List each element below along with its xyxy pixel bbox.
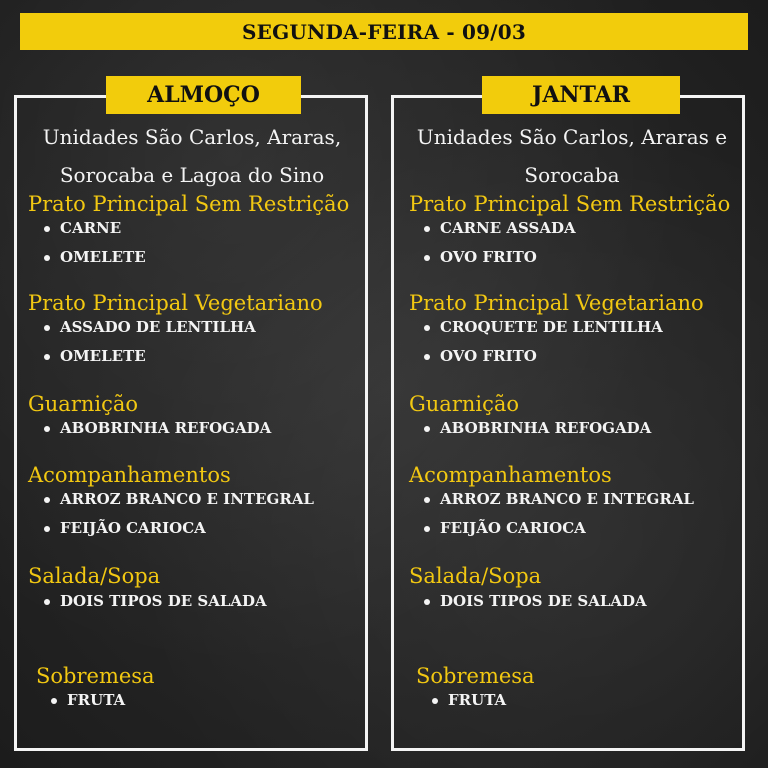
lunch-section-title: Acompanhamentos bbox=[28, 463, 231, 487]
lunch-section-title: Salada/Sopa bbox=[28, 564, 161, 588]
bullet-icon bbox=[424, 255, 430, 261]
bullet-icon bbox=[44, 526, 50, 532]
dinner-menu-item: OVO FRITO bbox=[440, 248, 537, 266]
lunch-menu-item: ASSADO DE LENTILHA bbox=[60, 318, 256, 336]
bullet-icon bbox=[44, 497, 50, 503]
bullet-icon bbox=[424, 497, 430, 503]
lunch-units-line-2: Sorocaba e Lagoa do Sino bbox=[59, 163, 325, 187]
lunch-menu-item: ARROZ BRANCO E INTEGRAL bbox=[60, 490, 314, 508]
bullet-icon bbox=[424, 426, 430, 432]
date-header-banner bbox=[20, 13, 748, 50]
bullet-icon bbox=[44, 325, 50, 331]
lunch-section-title: Prato Principal Sem Restrição bbox=[28, 192, 350, 216]
lunch-section-title: Prato Principal Vegetariano bbox=[28, 291, 323, 315]
date-header-text: SEGUNDA-FEIRA - 09/03 bbox=[242, 19, 526, 44]
bullet-icon bbox=[44, 599, 50, 605]
dinner-section-title: Salada/Sopa bbox=[409, 564, 542, 588]
bullet-icon bbox=[44, 255, 50, 261]
lunch-tab bbox=[106, 76, 301, 114]
dinner-units-line-2: Sorocaba bbox=[524, 163, 620, 187]
dinner-menu-item: OVO FRITO bbox=[440, 347, 537, 365]
lunch-menu-item: DOIS TIPOS DE SALADA bbox=[60, 592, 267, 610]
dinner-menu-item: ABOBRINHA REFOGADA bbox=[440, 419, 652, 437]
dinner-menu-item: CROQUETE DE LENTILHA bbox=[440, 318, 663, 336]
lunch-menu-item: CARNE bbox=[60, 219, 122, 237]
lunch-menu-item: ABOBRINHA REFOGADA bbox=[60, 419, 272, 437]
dinner-menu-item: CARNE ASSADA bbox=[440, 219, 576, 237]
lunch-section-title: Sobremesa bbox=[36, 664, 155, 688]
dinner-units-line-1: Unidades São Carlos, Araras e bbox=[416, 125, 728, 149]
bullet-icon bbox=[424, 599, 430, 605]
lunch-menu-item: OMELETE bbox=[60, 248, 146, 266]
lunch-menu-item: FEIJÃO CARIOCA bbox=[60, 519, 206, 537]
dinner-tab bbox=[482, 76, 680, 114]
dinner-tab-label: JANTAR bbox=[531, 82, 631, 108]
lunch-units-line-1: Unidades São Carlos, Araras, bbox=[42, 125, 342, 149]
lunch-menu-item: OMELETE bbox=[60, 347, 146, 365]
lunch-units bbox=[22, 118, 362, 194]
bullet-icon bbox=[424, 354, 430, 360]
lunch-menu-item: FRUTA bbox=[67, 691, 126, 709]
dinner-menu-item: FEIJÃO CARIOCA bbox=[440, 519, 586, 537]
dinner-section-title: Guarnição bbox=[409, 392, 520, 416]
dinner-section-title: Prato Principal Sem Restrição bbox=[409, 192, 731, 216]
dinner-section-title: Prato Principal Vegetariano bbox=[409, 291, 704, 315]
dinner-section-title: Acompanhamentos bbox=[409, 463, 612, 487]
bullet-icon bbox=[44, 226, 50, 232]
bullet-icon bbox=[51, 698, 57, 704]
bullet-icon bbox=[424, 226, 430, 232]
bullet-icon bbox=[432, 698, 438, 704]
dinner-menu-item: ARROZ BRANCO E INTEGRAL bbox=[440, 490, 694, 508]
bullet-icon bbox=[424, 325, 430, 331]
dinner-section-title: Sobremesa bbox=[416, 664, 535, 688]
dinner-menu-item: FRUTA bbox=[448, 691, 507, 709]
dinner-units bbox=[399, 118, 745, 194]
bullet-icon bbox=[424, 526, 430, 532]
bullet-icon bbox=[44, 426, 50, 432]
lunch-section-title: Guarnição bbox=[28, 392, 139, 416]
dinner-menu-item: DOIS TIPOS DE SALADA bbox=[440, 592, 647, 610]
bullet-icon bbox=[44, 354, 50, 360]
lunch-tab-label: ALMOÇO bbox=[147, 82, 260, 108]
